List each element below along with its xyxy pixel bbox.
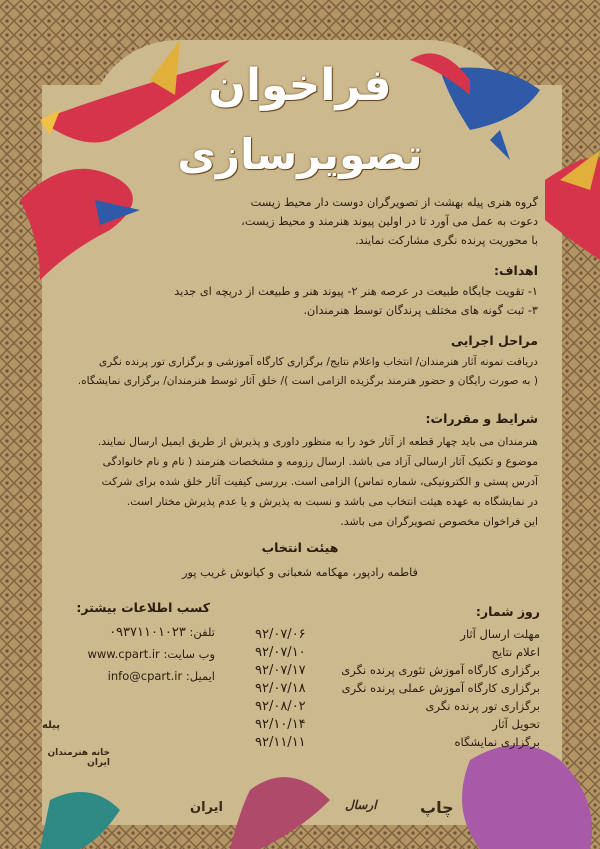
phone-number[interactable]: ۰۹۳۷۱۱۰۱۰۲۳ (109, 625, 186, 640)
intro-line-2: دعوت به عمل می آورد تا در اولین پیوند هنرمند و محیط زیست، (241, 215, 538, 228)
logo-pileh: پیله (42, 720, 60, 731)
jury-names: فاطمه رادپور، مهکامه شعبانی و کیانوش غریب پور (182, 566, 418, 579)
schedule-date: ۹۲/۰۷/۰۶ (255, 627, 306, 642)
purple-bird-bottom-icon (40, 745, 592, 849)
red-bird-right-icon (545, 150, 600, 260)
schedule-label: برگزاری نمایشگاه (454, 735, 540, 749)
contact-site-row (75, 647, 215, 661)
title-line-2: تصویرسازی (177, 130, 423, 179)
phone-label: تلفن: (189, 625, 215, 639)
schedule-label: اعلام نتایج (491, 645, 540, 659)
schedule-label: تحویل آثار (492, 717, 540, 731)
rules-line-3: آدرس پستی و الکترونیکی، شماره تماس) الزامی است. بررسی کیفیت آثار خلق شده برای شرکت (101, 475, 538, 488)
intro-line-1: گروه هنری پیله بهشت از تصویرگران دوست دار محیط زیست (250, 196, 538, 209)
schedule-label: مهلت ارسال آثار (460, 627, 540, 641)
stages-heading: مراحل اجرایی (450, 333, 538, 348)
logo-iran: ایران (190, 800, 223, 815)
schedule-label: برگزاری تور پرنده نگری (425, 699, 540, 713)
goals-line-2: ۳- ثبت گونه های مختلف پرندگان توسط هنرمندان. (303, 304, 538, 317)
rules-heading: شرایط و مقررات: (425, 411, 538, 426)
schedule-date: ۹۲/۰۷/۱۰ (255, 645, 306, 660)
stages-line-2: ( به صورت رایگان و حضور هنرمند برگزیده الزامی است )/ خلق آثار توسط هنرمندان/ برگزاری نمایشگاه. (77, 375, 538, 387)
logo-artists-house: خانه هنرمندان ایران (47, 748, 110, 768)
contact-email-row (75, 669, 215, 683)
rules-line-4: در نمایشگاه به عهده هیئت انتخاب می باشد و نسبت به پذیرش و یا عدم پذیرش مختار است. (126, 495, 538, 508)
logo-chap: چاپ (420, 798, 454, 817)
schedule-date: ۹۲/۰۷/۱۸ (255, 681, 306, 696)
stages-line-1: دریافت نمونه آثار هنرمندان/ انتخاب واعلام نتایج/ برگزاری کارگاه آموزشی و برگزاری تور پرنده نگری (98, 356, 538, 368)
email-label: ایمیل: (185, 669, 215, 683)
goals-line-1: ۱- تقویت جایگاه طبیعت در عرصه هنر ۲- پیوند هنر و طبیعت از دریچه ای جدید (174, 285, 538, 298)
schedule-label: برگزاری کارگاه آموزش تئوری پرنده نگری (341, 663, 540, 677)
site-link[interactable]: www.cpart.ir (87, 647, 160, 661)
schedule-date: ۹۲/۱۱/۱۱ (255, 735, 306, 750)
site-label: وب سایت: (163, 647, 215, 661)
schedule-date: ۹۲/۰۸/۰۲ (255, 699, 306, 714)
logo-arsal: ارسال (345, 798, 377, 812)
email-link[interactable]: info@cpart.ir (107, 669, 183, 683)
schedule-date: ۹۲/۰۷/۱۷ (255, 663, 306, 678)
contact-phone-row (70, 625, 215, 640)
goals-heading: اهداف: (494, 263, 538, 278)
intro-line-3: با محوریت پرنده نگری مشارکت نمایند. (355, 234, 538, 247)
schedule-heading: روز شمار: (475, 604, 540, 619)
jury-heading: هیئت انتخاب (261, 540, 339, 555)
rules-line-2: موضوع و تکنیک آثار ارسالی آزاد می باشد. ارسال رزومه و مشخصات هنرمند ( نام و نام خانوادگی (102, 455, 538, 468)
schedule-date: ۹۲/۱۰/۱۴ (255, 717, 306, 732)
contact-heading: کسب اطلاعات بیشتر: (76, 600, 210, 615)
rules-line-1: هنرمندان می باید چهار قطعه از آثار خود را به منظور داوری و پذیرش از طریق ایمیل ارسال نمایند. (97, 435, 538, 448)
title-line-1: فراخوان (208, 60, 392, 111)
schedule-label: برگزاری کارگاه آموزش عملی پرنده نگری (341, 681, 540, 695)
rules-line-5: این فراخوان مخصوص تصویرگران می باشد. (340, 515, 538, 528)
